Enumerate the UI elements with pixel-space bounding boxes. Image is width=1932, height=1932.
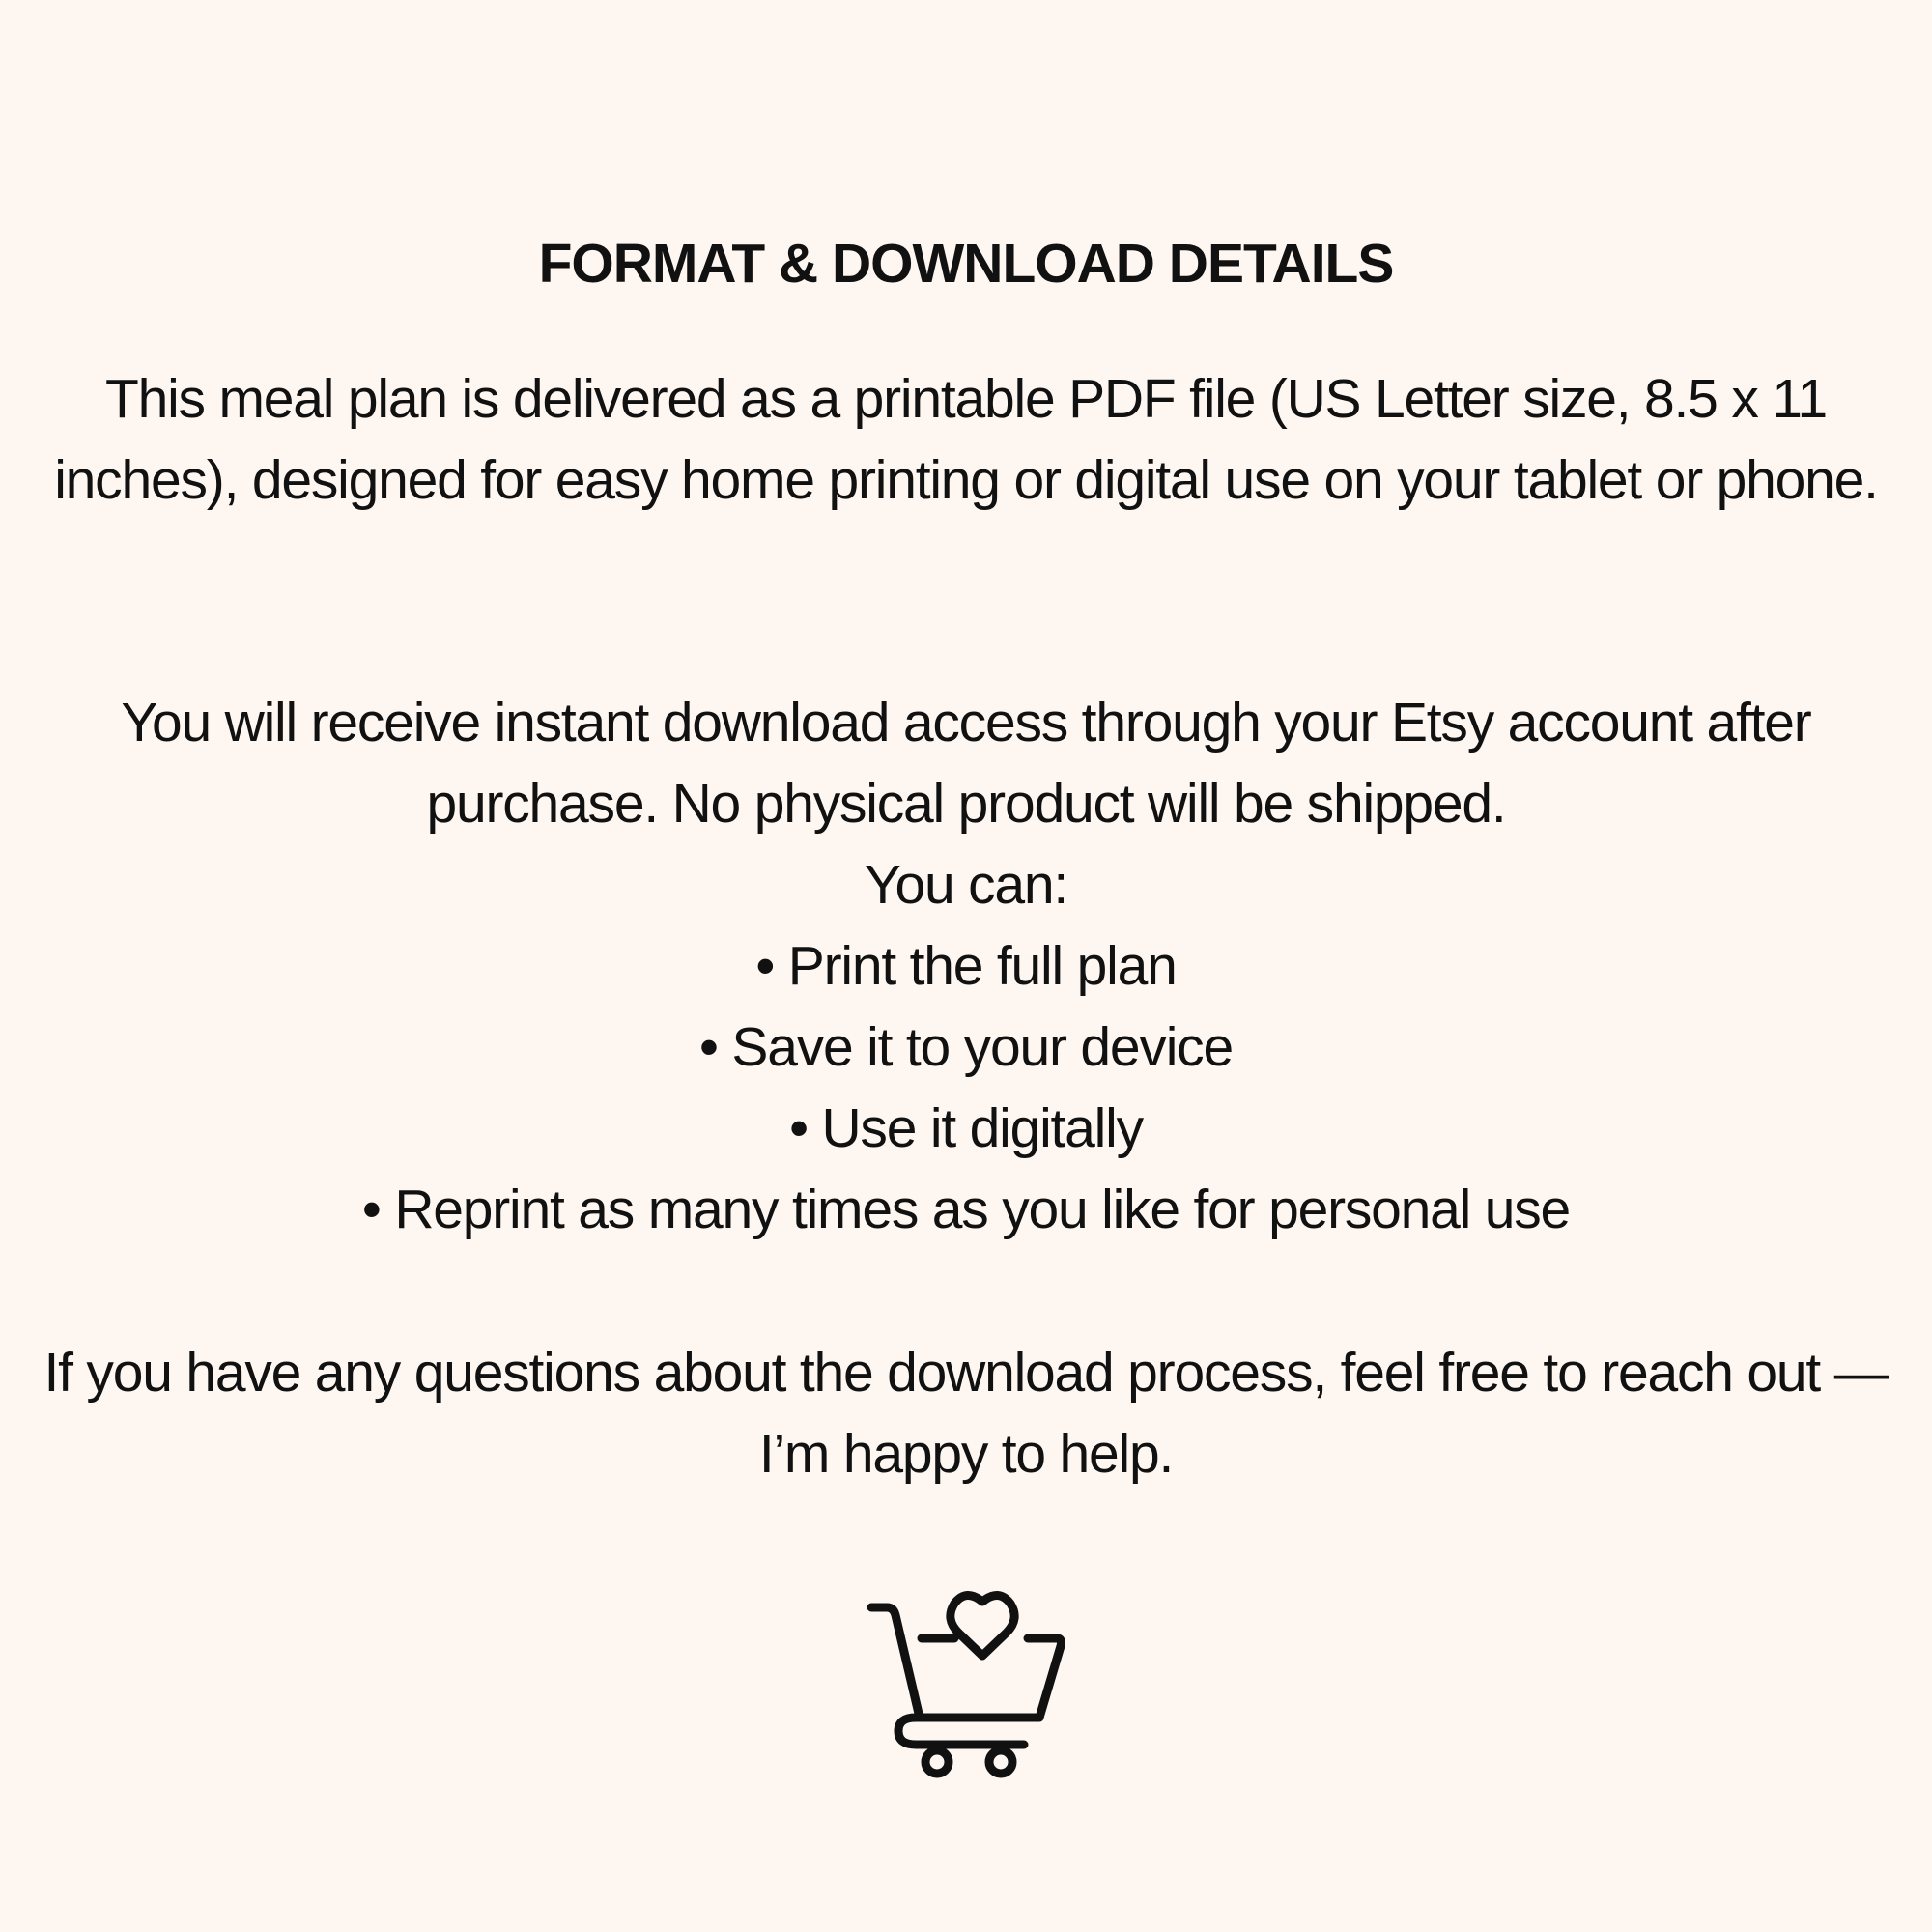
options-list	[0, 925, 1932, 1250]
page-title: FORMAT & DOWNLOAD DETAILS	[538, 233, 1394, 295]
format-paragraph: This meal plan is delivered as a printable PDF file (US Letter size, 8.5 x 11 inches), designed for easy home printing or digital use on your tablet or phone.	[54, 368, 1878, 511]
list-item: • Reprint as many times as you like for personal use	[361, 1179, 1571, 1240]
options-lead: You can:	[864, 854, 1068, 916]
list-item: • Save it to your device	[699, 1016, 1233, 1078]
list-item: • Print the full plan	[755, 935, 1177, 997]
contact-paragraph: If you have any questions about the download process, feel free to reach out — I’m happy to help.	[43, 1342, 1889, 1485]
delivery-paragraph: You will receive instant download access through your Etsy account after purchase. No physical product will be shipped.	[121, 692, 1811, 835]
shopping-cart-heart-icon	[860, 1577, 1072, 1779]
list-item: • Use it digitally	[789, 1097, 1143, 1159]
